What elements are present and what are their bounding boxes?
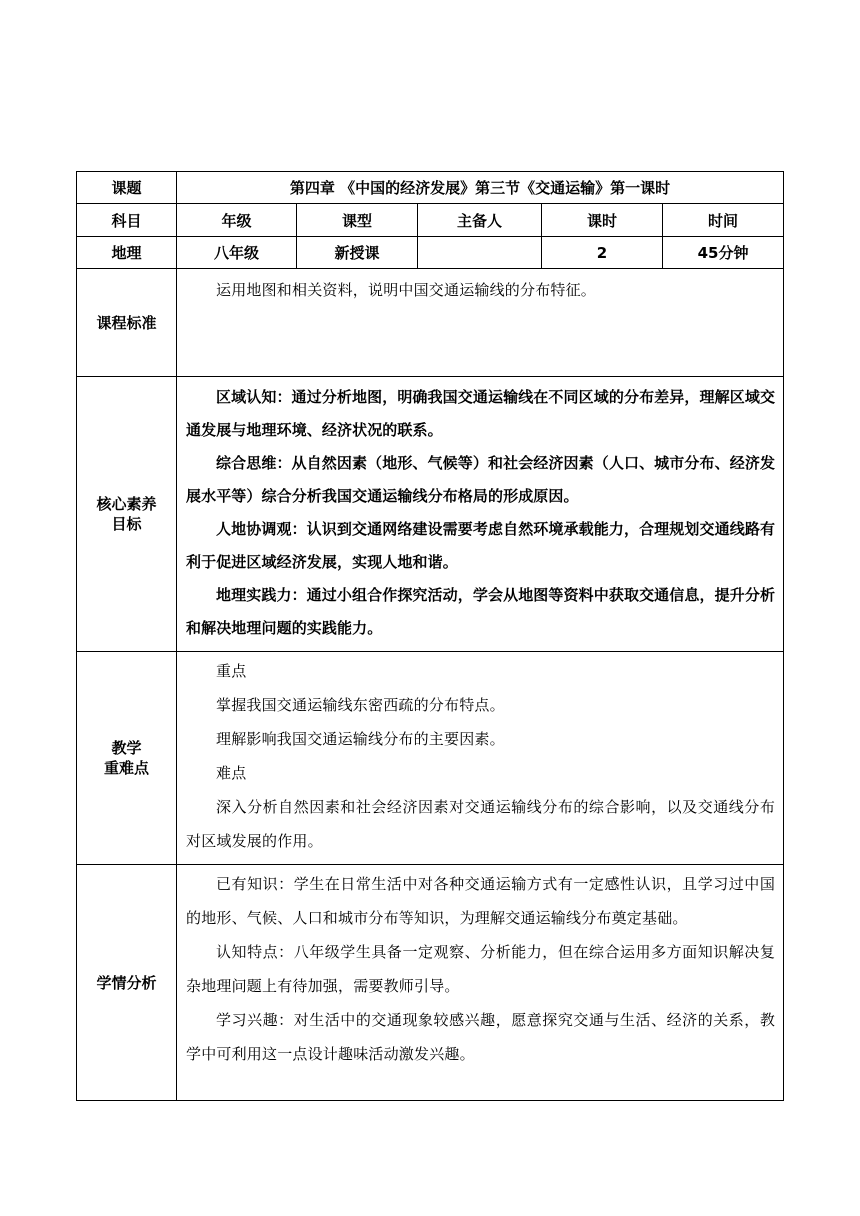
key-points-paragraph: 深入分析自然因素和社会经济因素对交通运输线分布的综合影响，以及交通线分布对区域发展的作用。 [186,798,776,850]
learner-analysis-paragraph: 已有知识：学生在日常生活中对各种交通运输方式有一定感性认识，且学习过中国的地形、气候、人口和城市分布等知识，为理解交通运输线分布奠定基础。 [186,875,776,927]
lesson-type-value: 新授课 [297,237,418,269]
core-literacy-label [77,377,177,652]
key-points-paragraph: 理解影响我国交通运输线分布的主要因素。 [216,730,505,748]
curriculum-standard-content [177,269,784,377]
core-literacy-content [177,377,784,652]
key-points-row [77,652,784,865]
key-points-label-line2: 重难点 [103,759,149,777]
subject-value: 地理 [77,237,177,269]
core-literacy-row [77,377,784,652]
grade-header: 年级 [177,204,297,237]
topic-value: 第四章 《中国的经济发展》第三节《交通运输》第一课时 [177,172,784,204]
learner-analysis-label: 学情分析 [77,865,177,1101]
core-literacy-label-line2: 目标 [111,515,142,533]
core-literacy-paragraph: 综合思维：从自然因素（地形、气候等）和社会经济因素（人口、城市分布、经济发展水平等）综合分析我国交通运输线分布格局的形成原因。 [186,454,776,505]
preparer-value [418,237,542,269]
topic-row [77,172,784,204]
grade-value: 八年级 [177,237,297,269]
periods-value: 2 [542,237,663,269]
core-literacy-label-line1: 核心素养 [96,495,157,513]
key-points-label-line1: 教学 [111,739,142,757]
info-value-row [77,237,784,269]
preparer-header: 主备人 [418,204,542,237]
curriculum-standard-text: 运用地图和相关资料，说明中国交通运输线的分布特征。 [216,281,597,299]
curriculum-standard-label: 课程标准 [77,269,177,377]
core-literacy-paragraph: 区域认知：通过分析地图，明确我国交通运输线在不同区域的分布差异，理解区域交通发展与地理环境、经济状况的联系。 [186,388,776,439]
core-literacy-paragraph: 人地协调观：认识到交通网络建设需要考虑自然环境承载能力，合理规划交通线路有利于促进区域经济发展，实现人地和谐。 [186,520,776,571]
key-points-label [77,652,177,865]
duration-header: 时间 [663,204,784,237]
lesson-plan-table [76,171,784,1101]
learner-analysis-content [177,865,784,1101]
periods-header: 课时 [542,204,663,237]
subject-header: 科目 [77,204,177,237]
info-header-row [77,204,784,237]
core-literacy-paragraph: 地理实践力：通过小组合作探究活动，学会从地图等资料中获取交通信息，提升分析和解决地理问题的实践能力。 [186,586,776,637]
key-points-content [177,652,784,865]
learner-analysis-row [77,865,784,1101]
key-points-paragraph: 掌握我国交通运输线东密西疏的分布特点。 [216,696,505,714]
duration-value: 45分钟 [663,237,784,269]
learner-analysis-paragraph: 认知特点：八年级学生具备一定观察、分析能力，但在综合运用多方面知识解决复杂地理问题上有待加强，需要教师引导。 [186,943,776,995]
key-points-paragraph: 重点 [216,662,247,680]
topic-label: 课题 [77,172,177,204]
learner-analysis-paragraph: 学习兴趣：对生活中的交通现象较感兴趣，愿意探究交通与生活、经济的关系，教学中可利用这一点设计趣味活动激发兴趣。 [186,1011,776,1063]
lesson-type-header: 课型 [297,204,418,237]
key-points-paragraph: 难点 [216,764,247,782]
curriculum-standard-row [77,269,784,377]
